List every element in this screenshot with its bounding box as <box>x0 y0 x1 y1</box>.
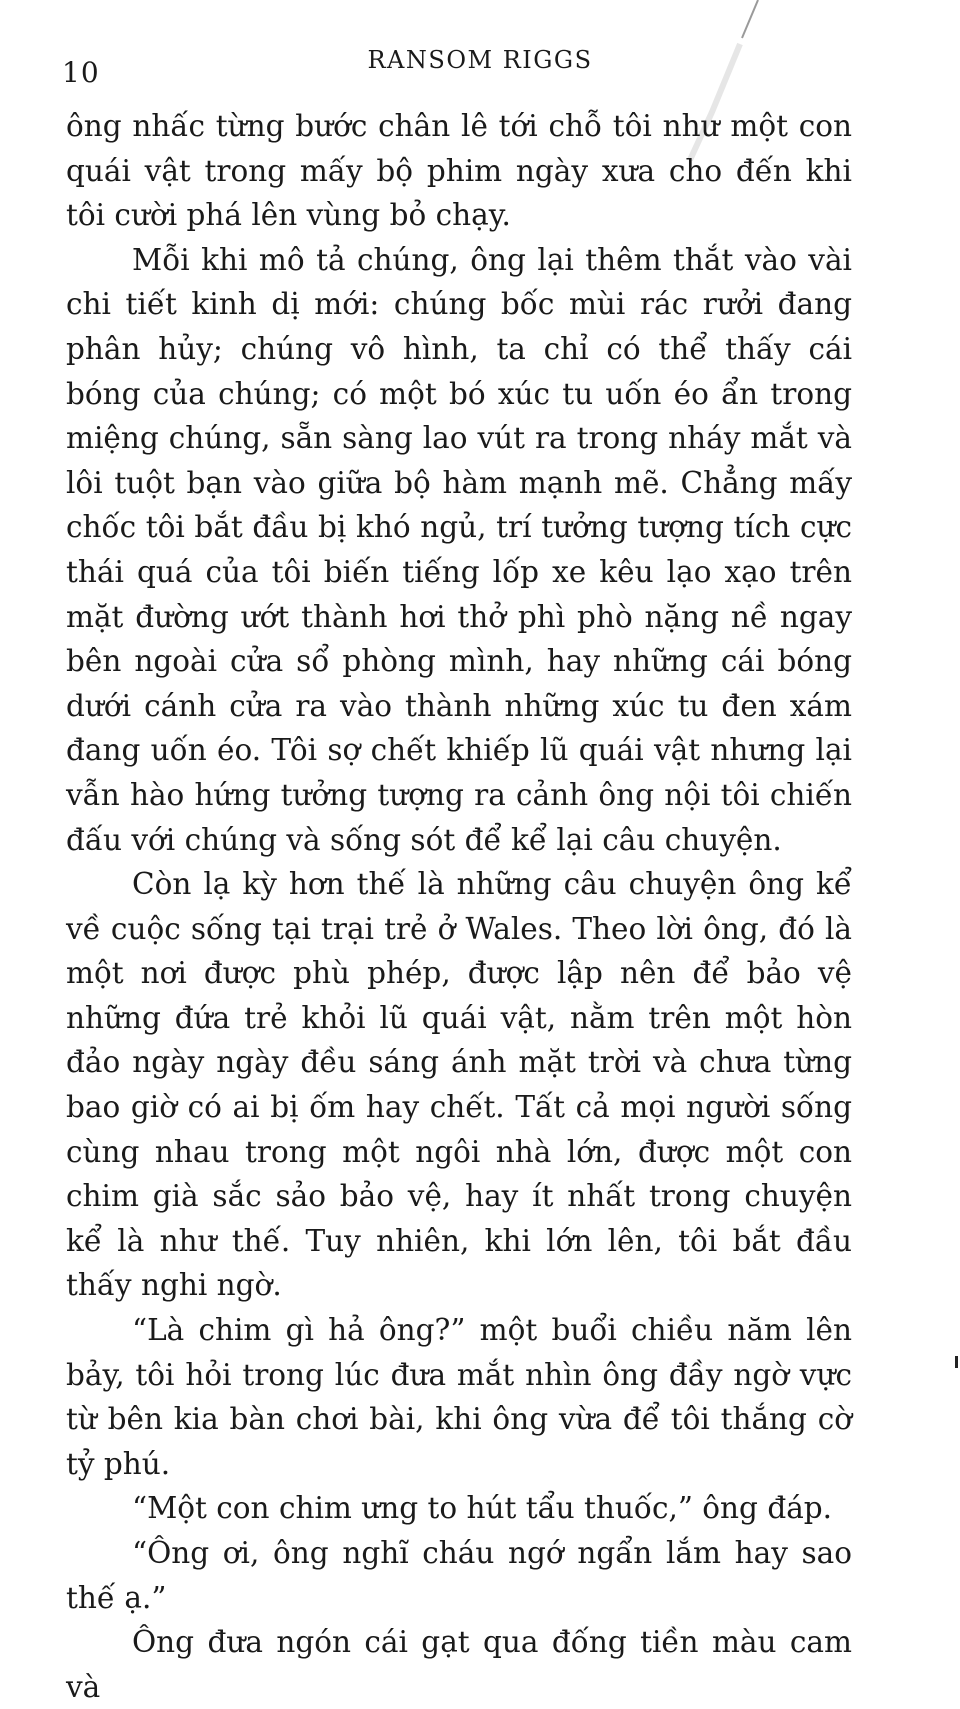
paragraph-7: Ông đưa ngón cái gạt qua đống tiền màu cam và <box>66 1625 852 1704</box>
page-number: 10 <box>62 56 100 89</box>
paragraph-5: “Một con chim ưng to hút tẩu thuốc,” ông đáp. <box>132 1491 833 1526</box>
paragraph-1: ông nhấc từng bước chân lê tới chỗ tôi như một con quái vật trong mấy bộ phim ngày xưa cho đến khi tôi cười phá lên vùng bỏ chạy. <box>66 109 852 233</box>
body-text <box>66 104 852 1709</box>
running-head: RANSOM RIGGS <box>367 46 593 74</box>
scan-edge-mark <box>955 1356 958 1368</box>
paragraph-3: Còn lạ kỳ hơn thế là những câu chuyện ông kể về cuộc sống tại trại trẻ ở Wales. Theo lời ông, đó là một nơi được phù phép, được lập nên để bảo vệ những đứa trẻ khỏi lũ quái vật, nằm trên một hòn đảo ngày ngày đều sáng ánh mặt trời và chưa từng bao giờ có ai bị ốm hay chết. Tất cả mọi người sống cùng nhau trong một ngôi nhà lớn, được một con chim già sắc sảo bảo vệ, hay ít nhất trong chuyện kể là như thế. Tuy nhiên, khi lớn lên, tôi bắt đầu thấy nghi ngờ. <box>66 867 852 1303</box>
paragraph-6: “Ông ơi, ông nghĩ cháu ngớ ngẩn lắm hay sao thế ạ.” <box>66 1536 852 1615</box>
paragraph-2: Mỗi khi mô tả chúng, ông lại thêm thắt vào vài chi tiết kinh dị mới: chúng bốc mùi rác rưởi đang phân hủy; chúng vô hình, ta chỉ có thể thấy cái bóng của chúng; có một bó xúc tu uốn éo ẩn trong miệng chúng, sẵn sàng lao vút ra trong nháy mắt và lôi tuột bạn vào giữa bộ hàm mạnh mẽ. Chẳng mấy chốc tôi bắt đầu bị khó ngủ, trí tưởng tượng tích cực thái quá của tôi biến tiếng lốp xe kêu lạo xạo trên mặt đường ướt thành hơi thở phì phò nặng nề ngay bên ngoài cửa sổ phòng mình, hay những cái bóng dưới cánh cửa ra vào thành những xúc tu đen xám đang uốn éo. Tôi sợ chết khiếp lũ quái vật nhưng lại vẫn hào hứng tưởng tượng ra cảnh ông nội tôi chiến đấu với chúng và sống sót để kể lại câu chuyện. <box>66 242 852 857</box>
paragraph-4: “Là chim gì hả ông?” một buổi chiều năm lên bảy, tôi hỏi trong lúc đưa mắt nhìn ông đầy ngờ vực từ bên kia bàn chơi bài, khi ông vừa để tôi thắng cờ tỷ phú. <box>66 1313 852 1481</box>
